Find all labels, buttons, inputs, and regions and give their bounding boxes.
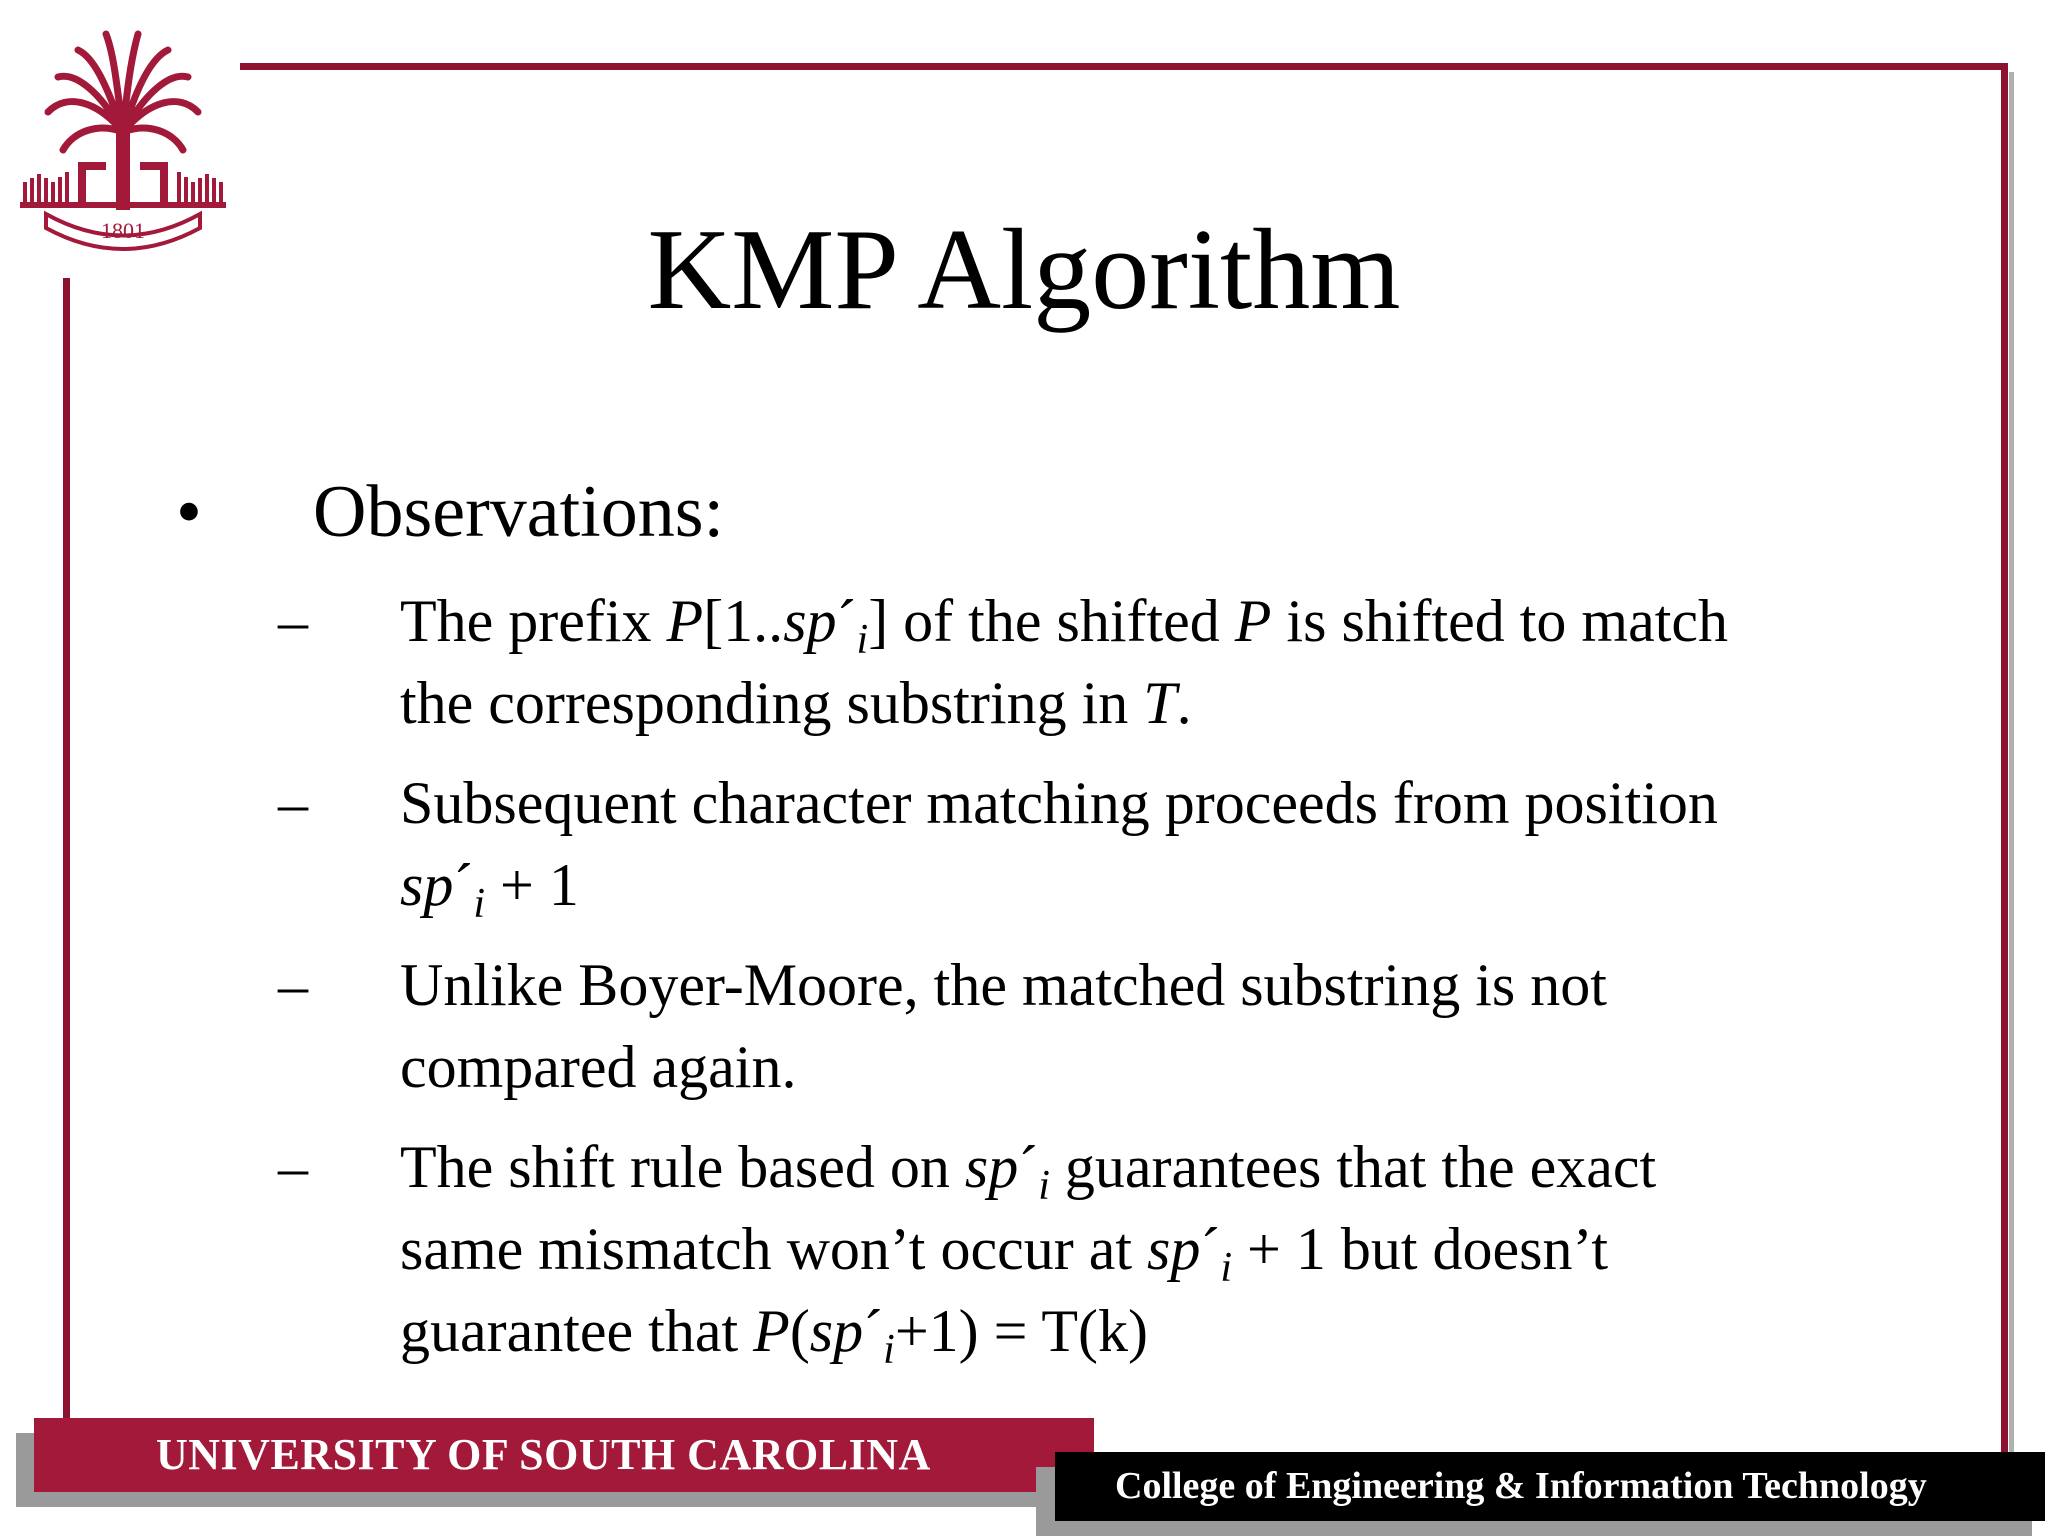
sub-item-4-line-2: same mismatch won’t occur at $sp´_i + 1$ but doesn’t [400, 1216, 1609, 1291]
sub-item-4 [400, 1126, 1960, 1372]
dash-symbol: – [278, 770, 308, 836]
sub-item-4-line-1: The shift rule based on $sp´_i$ guarantees that the exact [400, 1134, 1657, 1209]
sub-item-2 [400, 762, 1960, 926]
bullet-symbol: • [176, 471, 202, 553]
frame-left-border [63, 278, 70, 1428]
sub-item-1-line-2: the corresponding substring in T. [400, 670, 1192, 736]
dash-symbol: – [278, 1134, 308, 1200]
dash-symbol: – [278, 952, 308, 1018]
footer-university-banner: UNIVERSITY OF SOUTH CAROLINA [34, 1418, 1094, 1492]
slide-title: KMP Algorithm [647, 206, 1401, 334]
sub-item-2-line-2: $sp´_i + 1$ [400, 852, 579, 927]
sub-item-4-line-3: guarantee that $P(sp´_i+1) = T(k)$ [400, 1298, 1148, 1373]
sub-item-1-line-1: The prefix $P[1..sp´_i]$ of the shifted P is shifted to match [400, 588, 1729, 663]
sub-item-3-line-2: compared again. [400, 1034, 797, 1100]
dash-symbol: – [278, 588, 308, 654]
logo-year: 1801 [101, 218, 145, 243]
bullet-text: Observations: [313, 471, 725, 553]
sub-item-1 [400, 580, 1960, 744]
frame-top-border [240, 63, 2007, 70]
sub-item-2-line-1: Subsequent character matching proceeds from position [400, 770, 1718, 836]
footer-college-banner: College of Engineering & Information Technology [1055, 1452, 2045, 1521]
sub-item-3-line-1: Unlike Boyer-Moore, the matched substring is not [400, 952, 1607, 1018]
sub-item-3 [400, 944, 1960, 1108]
